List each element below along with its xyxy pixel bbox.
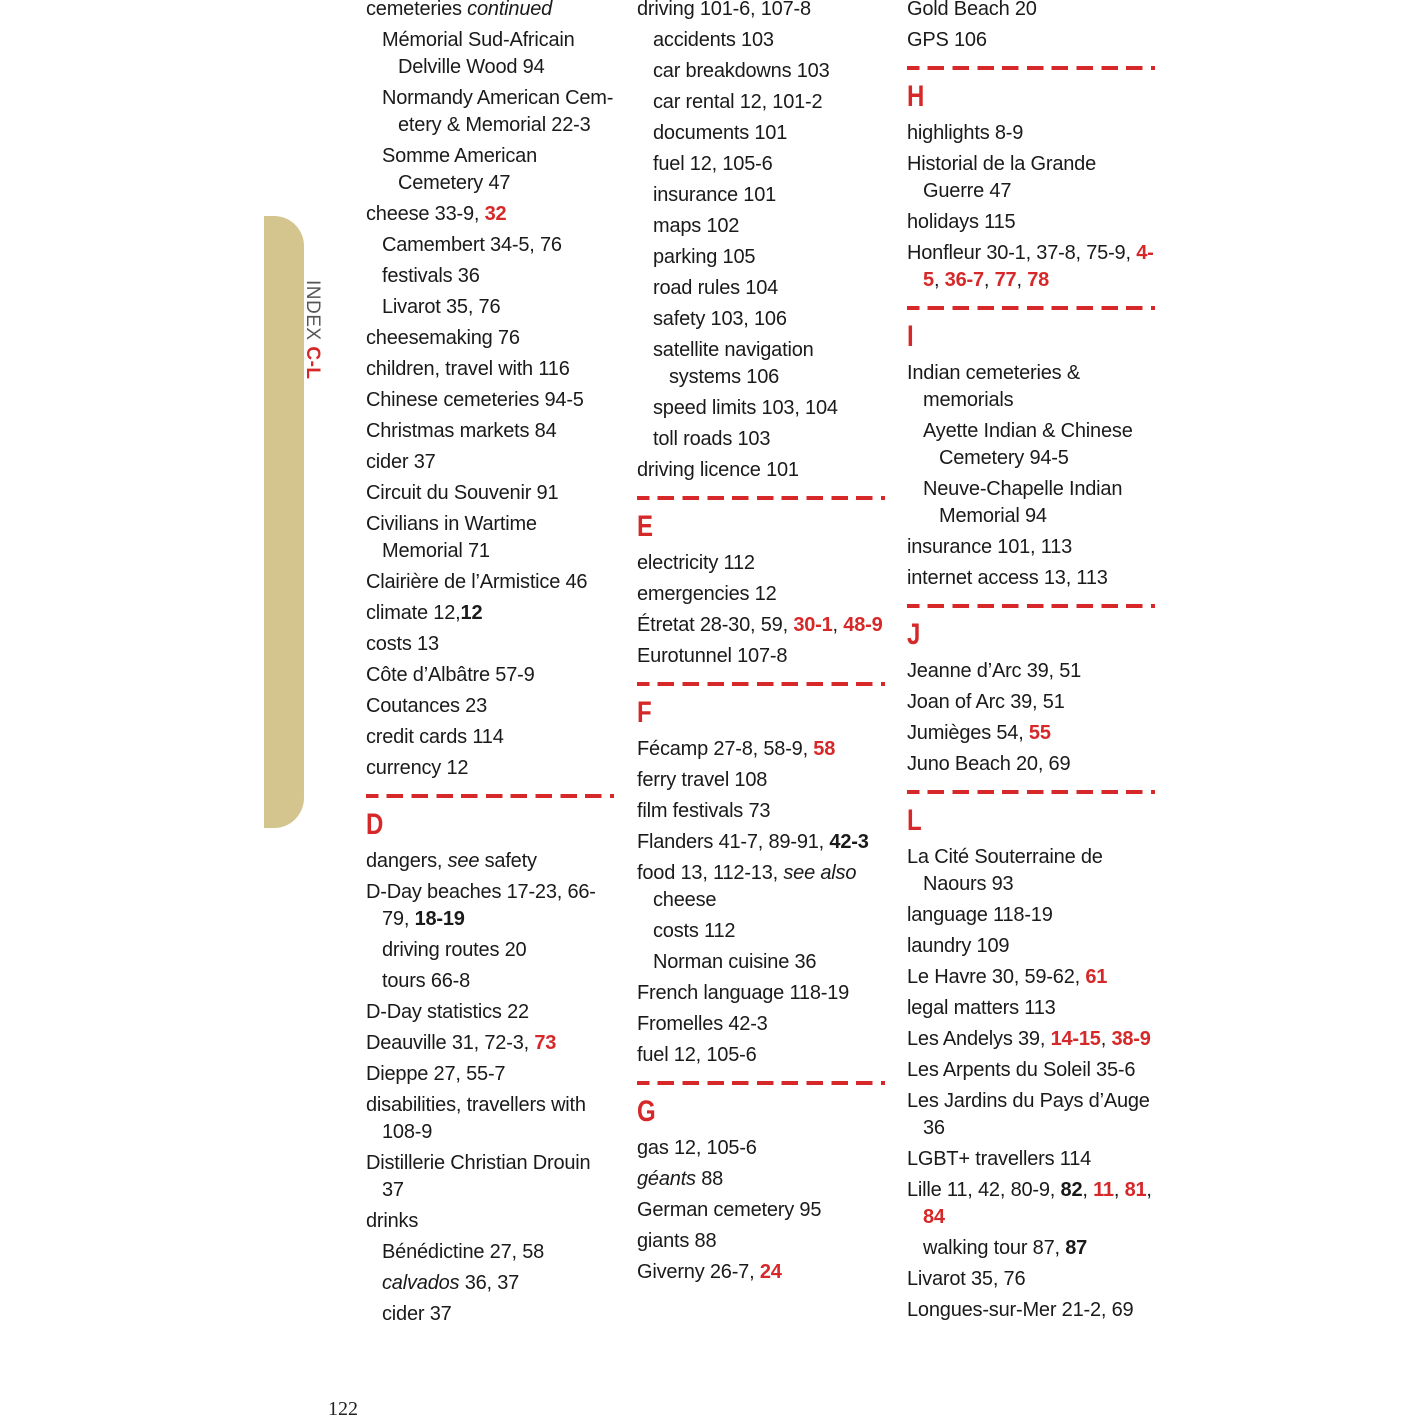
index-entry: Fromelles 42-3 [637, 1013, 768, 1035]
section-letter: G [637, 1095, 656, 1128]
index-entry: Jumièges 54, 55 [907, 722, 1051, 744]
index-subentry: accidents 103 [653, 29, 774, 51]
index-subentry: Livarot 35, 76 [382, 296, 501, 318]
index-subentry: walking tour 87, 87 [923, 1237, 1088, 1259]
index-subentry: Normandy American Cem-etery & Memorial 22-3 [382, 87, 614, 136]
index-subentry: calvados 36, 37 [382, 1272, 520, 1294]
section-letter: H [907, 80, 925, 113]
index-entry: Côte d’Albâtre 57-9 [366, 664, 535, 686]
index-entry: cheese 33-9, 32 [366, 203, 507, 225]
index-column-3 [907, 0, 1155, 1328]
index-entry: cemeteries continued [366, 0, 553, 20]
index-entry: Les Arpents du Soleil 35-6 [907, 1059, 1136, 1081]
index-entry: Fécamp 27-8, 58-9, 58 [637, 738, 836, 760]
index-entry: children, travel with 116 [366, 358, 570, 380]
section-divider [907, 604, 1155, 608]
index-entry: food 13, 112-13, see also cheese [637, 862, 857, 911]
index-subentry: costs 112 [653, 920, 736, 942]
index-entry: Deauville 31, 72-3, 73 [366, 1032, 557, 1054]
index-entry: D-Day statistics 22 [366, 1001, 529, 1023]
index-entry: giants 88 [637, 1230, 717, 1252]
section-divider [637, 682, 885, 686]
index-entry: Flanders 41-7, 89-91, 42-3 [637, 831, 869, 853]
index-entry: Gold Beach 20 [907, 0, 1037, 20]
index-entry: fuel 12, 105-6 [637, 1044, 757, 1066]
index-entry: Jeanne d’Arc 39, 51 [907, 660, 1082, 682]
index-entry: Christmas markets 84 [366, 420, 557, 442]
index-subentry: fuel 12, 105-6 [653, 153, 773, 175]
index-subentry: documents 101 [653, 122, 788, 144]
index-subentry: car breakdowns 103 [653, 60, 830, 82]
index-entry: Historial de la Grande Guerre 47 [907, 153, 1097, 202]
section-divider [637, 496, 885, 500]
section-divider [637, 1081, 885, 1085]
index-entry: gas 12, 105-6 [637, 1137, 757, 1159]
index-entry: French language 118-19 [637, 982, 850, 1004]
index-entry: cider 37 [366, 451, 436, 473]
index-entry: Chinese cemeteries 94-5 [366, 389, 584, 411]
section-divider [907, 66, 1155, 70]
index-entry: Eurotunnel 107-8 [637, 645, 788, 667]
index-entry: La Cité Souterraine de Naours 93 [907, 846, 1103, 895]
section-letter: J [907, 618, 921, 651]
section-letter: L [907, 804, 922, 837]
index-subentry: Ayette Indian & Chinese Cemetery 94-5 [923, 420, 1133, 469]
index-subentry: satellite navigation systems 106 [653, 339, 814, 388]
section-letter: E [637, 510, 654, 543]
index-entry: D-Day beaches 17-23, 66-79, 18-19 [366, 881, 596, 930]
index-subentry: Norman cuisine 36 [653, 951, 817, 973]
index-entry: LGBT+ travellers 114 [907, 1148, 1092, 1170]
index-entry: climate 12,12 [366, 602, 483, 624]
index-subentry: driving routes 20 [382, 939, 527, 961]
index-entry: credit cards 114 [366, 726, 504, 748]
index-subentry: Somme American Cemetery 47 [382, 145, 538, 194]
index-subentry: speed limits 103, 104 [653, 397, 838, 419]
index-entry: costs 13 [366, 633, 439, 655]
index-entry: Le Havre 30, 59-62, 61 [907, 966, 1108, 988]
section-letter: I [907, 320, 914, 353]
index-entry: Les Jardins du Pays d’Auge 36 [907, 1090, 1150, 1139]
index-entry: Honfleur 30-1, 37-8, 75-9, 4-5, 36-7, 77, 78 [907, 242, 1154, 291]
index-entry: emergencies 12 [637, 583, 777, 605]
index-entry: laundry 109 [907, 935, 1010, 957]
index-entry: Lille 11, 42, 80-9, 82, 11, 81, 84 [907, 1179, 1152, 1228]
index-entry: cheesemaking 76 [366, 327, 520, 349]
index-subentry: Mémorial Sud-Africain Delville Wood 94 [382, 29, 575, 78]
index-entry: Étretat 28-30, 59, 30-1, 48-9 [637, 614, 883, 636]
index-entry: electricity 112 [637, 552, 755, 574]
index-subentry: festivals 36 [382, 265, 480, 287]
index-column-2 [637, 0, 885, 1290]
index-entry: film festivals 73 [637, 800, 771, 822]
index-entry: driving 101-6, 107-8 [637, 0, 811, 20]
index-entry: highlights 8-9 [907, 122, 1024, 144]
section-letter: F [637, 696, 652, 729]
index-entry: holidays 115 [907, 211, 1016, 233]
index-subentry: Camembert 34-5, 76 [382, 234, 562, 256]
index-entry: drinks [366, 1210, 419, 1232]
index-entry: Clairière de l’Armistice 46 [366, 571, 588, 593]
index-entry: Indian cemeteries & memorials [907, 362, 1080, 411]
section-letter: D [366, 808, 384, 841]
index-entry: Livarot 35, 76 [907, 1268, 1026, 1290]
index-entry: Dieppe 27, 55-7 [366, 1063, 506, 1085]
index-entry: Les Andelys 39, 14-15, 38-9 [907, 1028, 1151, 1050]
index-subentry: parking 105 [653, 246, 756, 268]
index-entry: Civilians in Wartime Memorial 71 [366, 513, 537, 562]
index-entry: driving licence 101 [637, 459, 799, 481]
page-number: 122 [328, 1398, 358, 1420]
index-entry: géants 88 [637, 1168, 724, 1190]
index-subentry: toll roads 103 [653, 428, 771, 450]
index-subentry: road rules 104 [653, 277, 779, 299]
index-entry: Coutances 23 [366, 695, 488, 717]
side-tab-label: INDEX C-L [302, 280, 323, 380]
index-column-1 [366, 0, 614, 1332]
index-entry: disabilities, travellers with 108-9 [366, 1094, 586, 1143]
index-entry: Distillerie Christian Drouin 37 [366, 1152, 591, 1201]
index-subentry: car rental 12, 101-2 [653, 91, 823, 113]
index-subentry: Bénédictine 27, 58 [382, 1241, 545, 1263]
index-subentry: Neuve-Chapelle Indian Memorial 94 [923, 478, 1123, 527]
index-entry: ferry travel 108 [637, 769, 768, 791]
section-divider [907, 790, 1155, 794]
index-entry: Joan of Arc 39, 51 [907, 691, 1065, 713]
index-entry: Circuit du Souvenir 91 [366, 482, 559, 504]
index-subentry: insurance 101 [653, 184, 777, 206]
index-entry: German cemetery 95 [637, 1199, 822, 1221]
index-entry: internet access 13, 113 [907, 567, 1108, 589]
index-subentry: safety 103, 106 [653, 308, 787, 330]
index-entry: Juno Beach 20, 69 [907, 753, 1071, 775]
index-entry: GPS 106 [907, 29, 987, 51]
index-entry: currency 12 [366, 757, 469, 779]
index-subentry: tours 66-8 [382, 970, 471, 992]
index-entry: Longues-sur-Mer 21-2, 69 [907, 1299, 1134, 1321]
index-subentry: cider 37 [382, 1303, 452, 1325]
index-entry: dangers, see safety [366, 850, 537, 872]
index-entry: legal matters 113 [907, 997, 1056, 1019]
index-entry: insurance 101, 113 [907, 536, 1073, 558]
section-divider [907, 306, 1155, 310]
index-subentry: maps 102 [653, 215, 740, 237]
section-divider [366, 794, 614, 798]
index-entry: Giverny 26-7, 24 [637, 1261, 782, 1283]
index-entry: language 118-19 [907, 904, 1053, 926]
